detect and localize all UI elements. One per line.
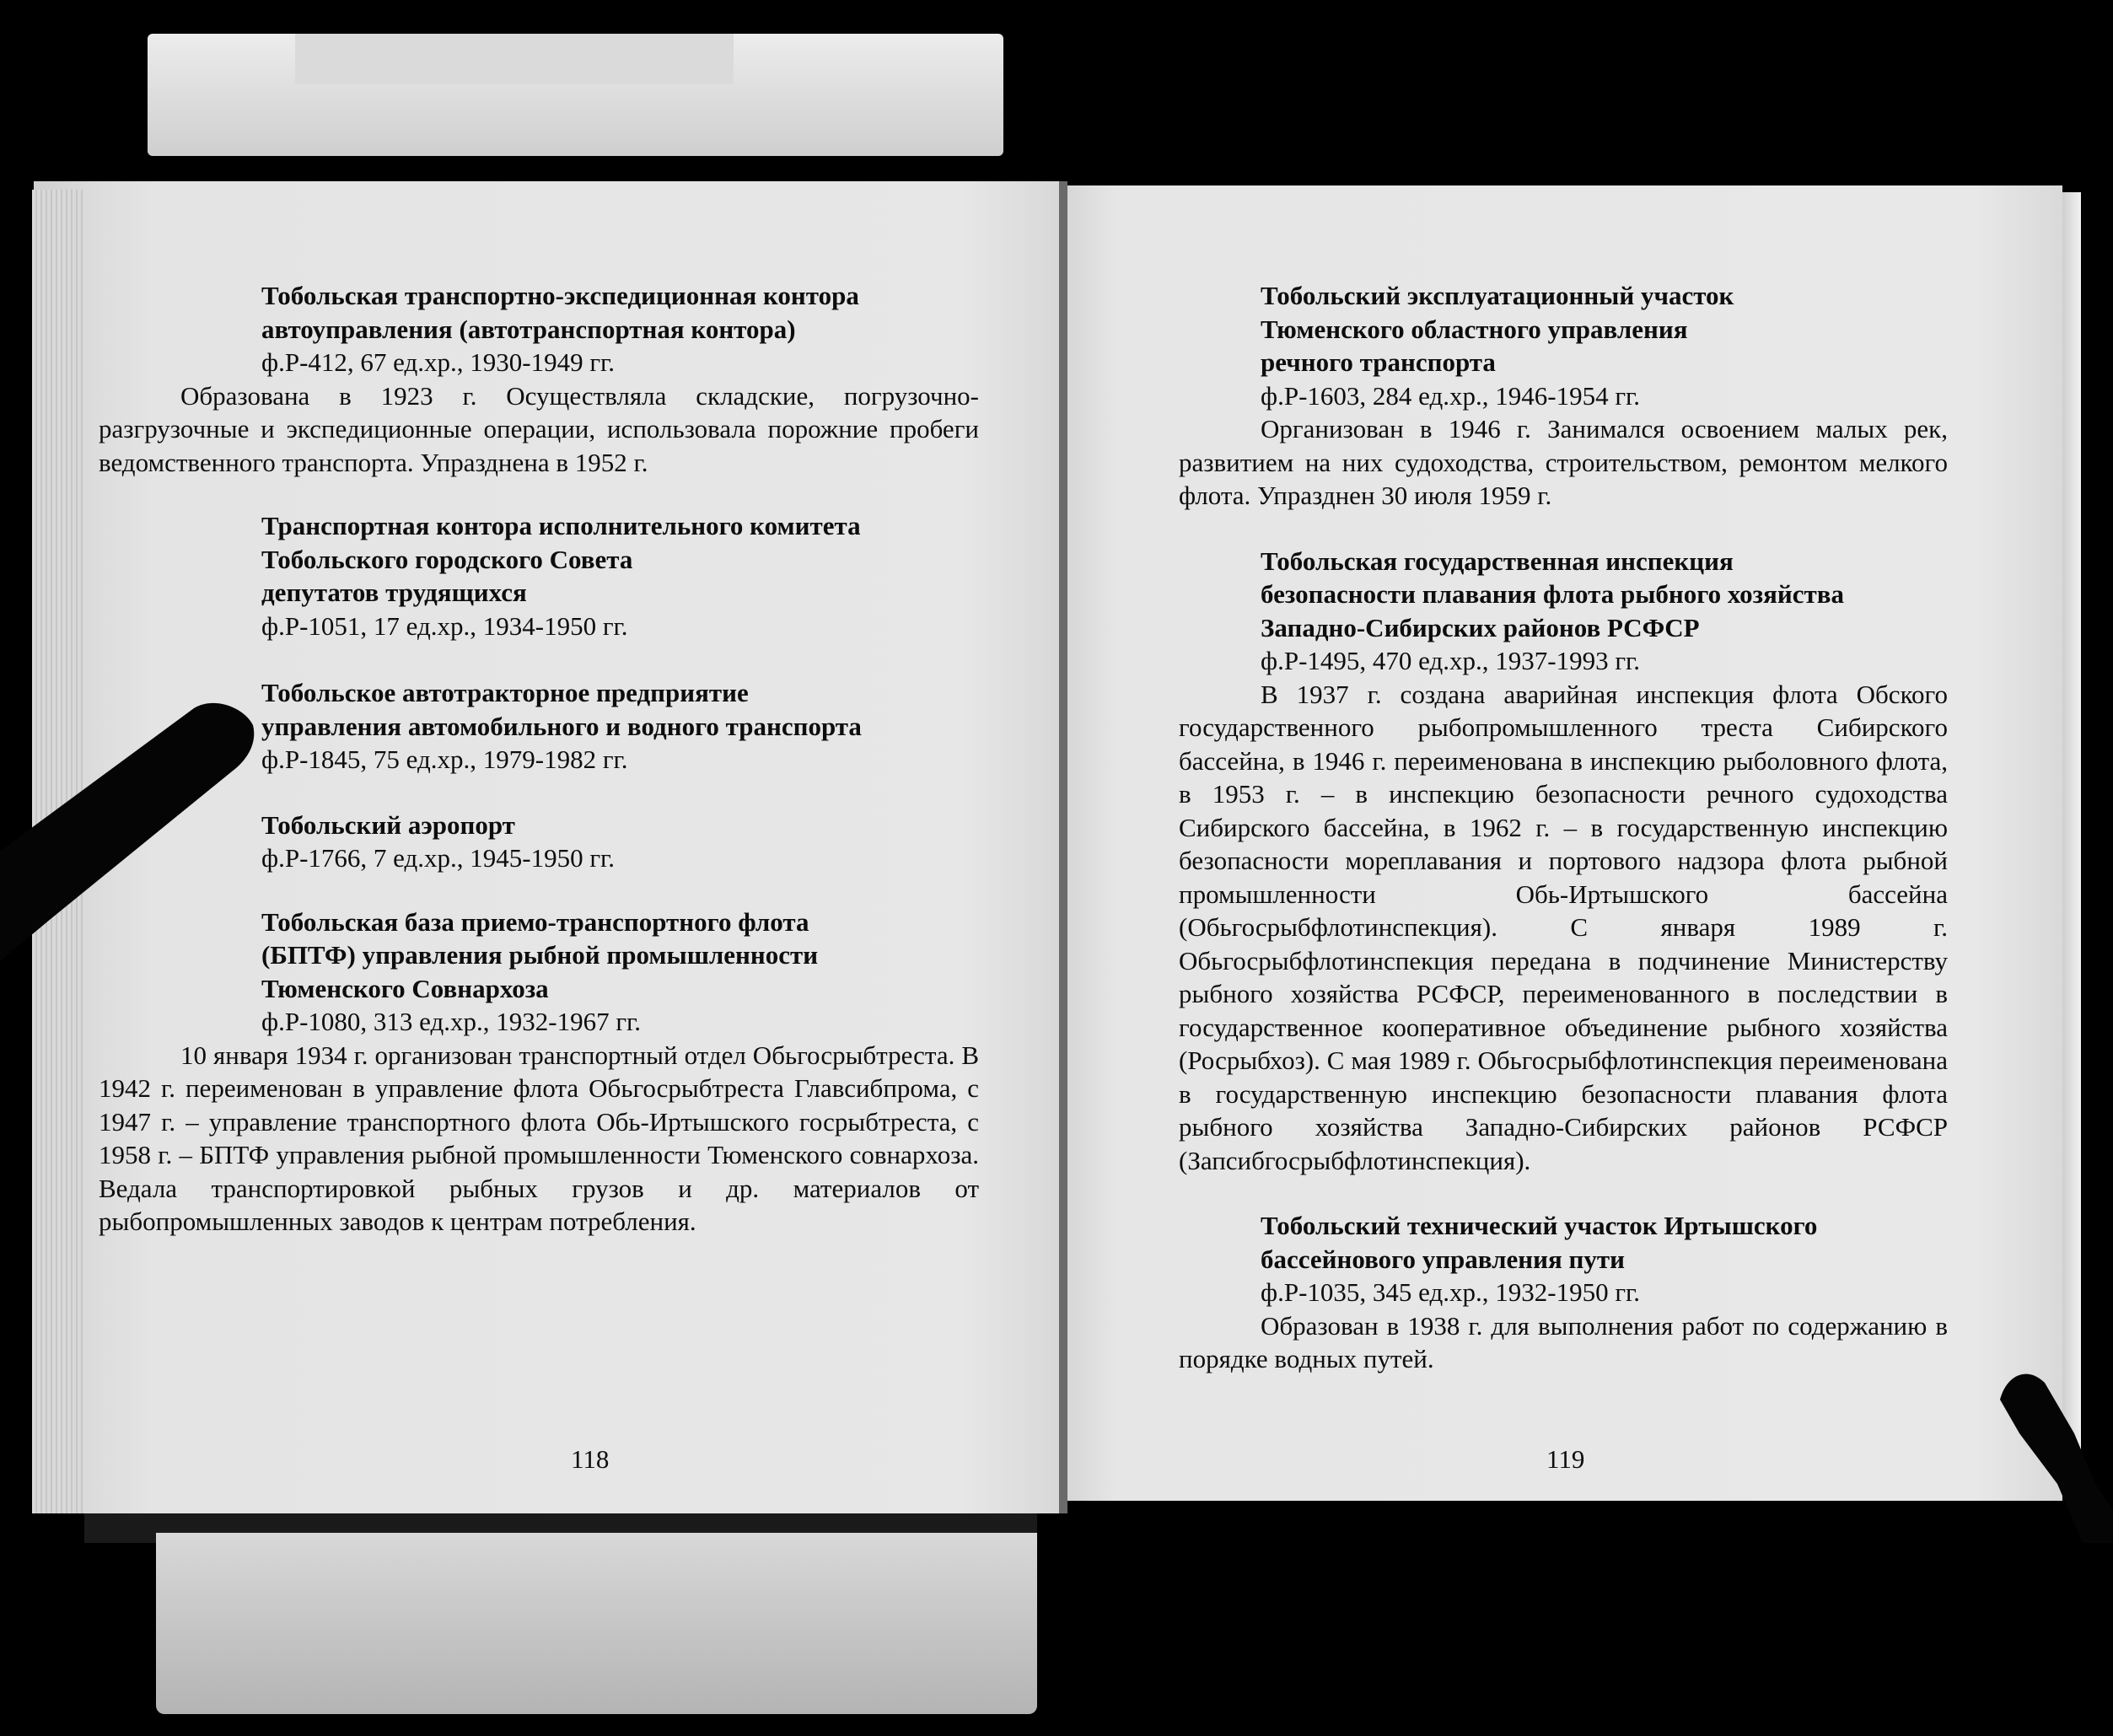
entry-fund-ref: ф.Р-1766, 7 ед.хр., 1945-1950 гг. <box>261 843 616 873</box>
entry-title: Тобольская транспортно-экспедиционная контора автоуправления (автотранспортная контора) <box>261 281 859 344</box>
entry-title: Тобольское автотракторное предприятие управления автомобильного и водного транспорта <box>261 678 862 741</box>
entry-fund-ref: ф.Р-1495, 470 ед.хр., 1937-1993 гг. <box>1261 646 1641 675</box>
entry-description: 10 января 1934 г. организован транспортный отдел Обьгосрыбтреста. В 1942 г. переименован в управление флота Обьгосрыбтреста Главсибпрома, с 1947 г. – управление транспортного флота Обь-Иртышского госрыбтреста, с 1958 г. – БПТФ управления рыбной промышленности Тюменского совнархоза. Ведала транспортировкой рыбных грузов и др. материалов от рыбопромышленных заводов к центрам потребления. <box>99 1040 979 1236</box>
right-page-holder-rod <box>2000 1374 2113 1543</box>
entry-description: Организован в 1946 г. Занимался освоением малых рек, развитием на них судоходства, строительством, ремонтом мелкого флота. Упразднен 30 июля 1959 г. <box>1179 414 1948 510</box>
right-page-number: 119 <box>1546 1444 1585 1474</box>
entry-fund-ref: ф.Р-1051, 17 ед.хр., 1934-1950 гг. <box>261 610 628 641</box>
entry-title: Тобольский технический участок Иртышского бассейнового управления пути <box>1261 1211 1818 1274</box>
left-page-number: 118 <box>571 1444 610 1474</box>
entry-fund-ref: ф.Р-1845, 75 ед.хр., 1979-1982 гг. <box>261 744 628 774</box>
entry-title: Тобольская государственная инспекция безопасности плавания флота рыбного хозяйства Западно-Сибирских районов РСФСР <box>1261 546 1844 642</box>
entry-title: Тобольская база приемо-транспортного флота (БПТФ) управления рыбной промышленности Тюменского Совнархоза <box>261 906 819 1003</box>
entry-fund-ref: ф.Р-412, 67 ед.хр., 1930-1949 гг. <box>261 347 616 377</box>
entry-title: Тобольский эксплуатационный участок Тюменского областного управления речного транспорта <box>1261 281 1734 377</box>
entry-description: Образована в 1923 г. Осуществляла складские, погрузочно-разгрузочные и экспедиционные операции, использовала порожние пробеги ведомственного транспорта. Упразднена в 1952 г. <box>99 380 979 477</box>
entry-fund-ref: ф.Р-1080, 313 ед.хр., 1932-1967 гг. <box>261 1007 642 1036</box>
entry-fund-ref: ф.Р-1035, 345 ед.хр., 1932-1950 гг. <box>1261 1277 1641 1307</box>
entry-title: Тобольский аэропорт <box>261 809 515 840</box>
entry-title: Транспортная контора исполнительного комитета Тобольского городского Совета депутатов трудящихся <box>261 511 861 607</box>
entry-description: В 1937 г. создана аварийная инспекция флота Обского государственного рыбопромышленного треста Сибирского бассейна, в 1946 г. переименована в инспекцию рыболовного флота, в 1953 г. – в инспекцию безопасности речного судоходства Сибирского бассейна, в 1962 г. – в государственную инспекцию безопасности мореплавания и портового надзора флота рыбной промышленности Обь-Иртышского бассейна (Обьгосрыбфлотинспекция). С января 1989 г. Обьгосрыбфлотинспекция передана в подчинение Министерству рыбного хозяйства РСФСР, переименованного в последствии в государственное кооперативное объединение рыбного хозяйства (Росрыбхоз). С мая 1989 г. Обьгосрыбфлотинспекция переименована в государственную инспекцию безопасности плавания флота рыбного хозяйства Западно-Сибирских районов РСФСР (Запсибгосрыбфлотинспекция). <box>1179 679 1948 1175</box>
entry-fund-ref: ф.Р-1603, 284 ед.хр., 1946-1954 гг. <box>1261 380 1641 411</box>
left-page-holder-rod <box>0 703 254 961</box>
entry-description: Образован в 1938 г. для выполнения работ по содержанию в порядке водных путей. <box>1179 1310 1948 1373</box>
